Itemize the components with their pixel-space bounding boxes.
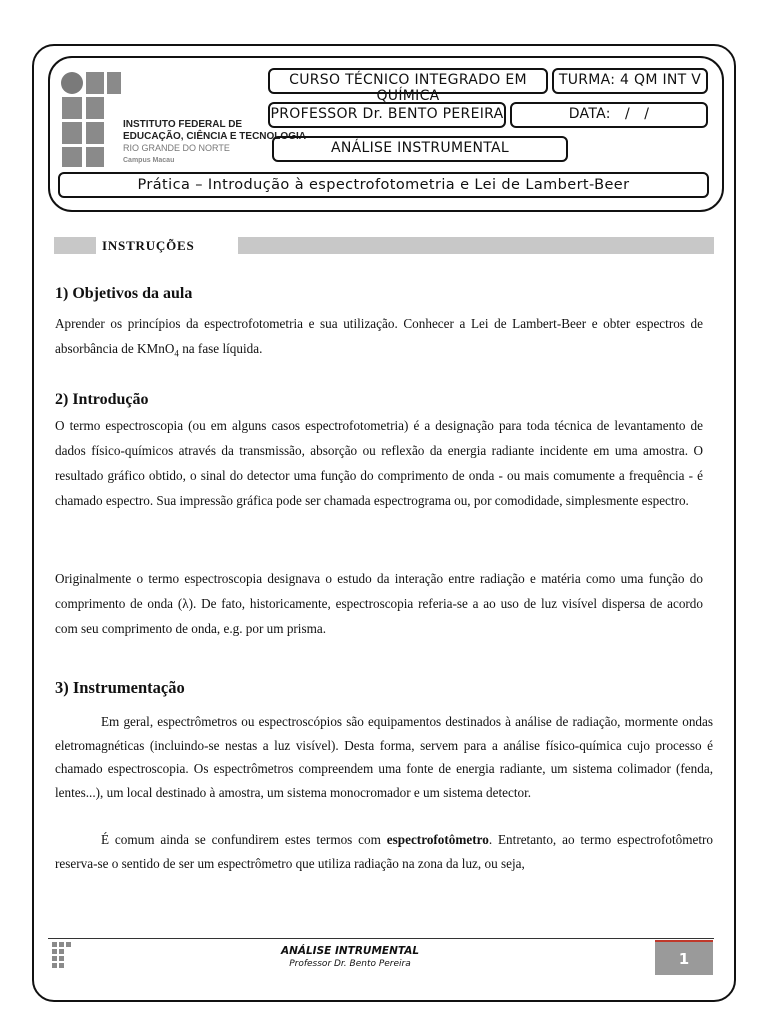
class-box: TURMA: 4 QM INT V	[552, 68, 708, 94]
date-label: DATA: / /	[568, 106, 650, 122]
section-2-paragraph-2: Originalmente o termo espectroscopia designava o estudo da interação entre radiação e matéria como uma função do comprimento de onda (λ). De fato, historicamente, espectroscopia referia-se a ao uso de luz visível dispersa de acordo com seu comprimento de onda, e.g. por um prisma.	[55, 571, 703, 636]
section-2-paragraph-1: O termo espectroscopia (ou em alguns casos espectrofotometria) é a designação para toda técnica de levantamento de dados físico-químicos através da transmissão, absorção ou reflexão da energia radiante incidente em uma amostra. O resultado gráfico obtido, o sinal do detector uma função do comprimento de onda - ou mais comumente a frequência - é chamado espectro. Sua impressão gráfica pode ser chamada espectrograma ou, por comodidade, simplesmente espectro.	[55, 418, 703, 508]
section-1-text: Aprender os princípios da espectrofotometria e sua utilização. Conhecer a Lei de Lambert-Beer e obter espectros de absorbância de KMnO$_4$ na fase líquida.	[55, 316, 703, 359]
course-box: CURSO TÉCNICO INTEGRADO EM QUÍMICA	[268, 68, 548, 94]
section-3-paragraph-2: É comum ainda se confundirem estes termos com espectrofotômetro. Entretanto, ao termo espectrofotômetro reserva-se o sentido de ser um espectrômetro que utiliza radiação na zona da luz, ou seja,	[55, 832, 713, 871]
section-3-title: 3) Instrumentação	[55, 678, 185, 697]
institution-logo	[60, 70, 306, 170]
section-1-title: 1) Objetivos da aula	[55, 285, 193, 302]
subject-box: ANÁLISE INSTRUMENTAL	[272, 136, 568, 162]
term-espectrofotometro: espectrofotômetro	[386, 832, 489, 847]
logo-line-3: RIO GRANDE DO NORTE	[123, 143, 230, 153]
page-number: 1	[655, 940, 713, 975]
practice-title: Prática – Introdução à espectrofotometria e Lei de Lambert-Beer	[58, 172, 709, 198]
professor-box: PROFESSOR Dr. BENTO PEREIRA	[268, 102, 506, 128]
section-2-title: 2) Introdução	[55, 391, 149, 408]
footer-subtitle: Professor Dr. Bento Pereira	[289, 959, 411, 969]
instructions-bar-left	[54, 237, 96, 254]
instructions-bar-right	[238, 237, 714, 254]
instructions-label: INSTRUÇÕES	[102, 238, 195, 253]
section-3-paragraph-1: Em geral, espectrômetros ou espectroscópios são equipamentos destinados à análise de radiação, mormente ondas eletromagnéticas (incluindo-se nestas a luz visível). Desta forma, servem para a análise físico-química cujo processo é chamado espectroscopia. Os espectrômetros compreendem uma fonte de energia radiante, um sistema colimador (fenda, lentes...), um local destinado à amostra, um sistema monocromador e um sistema detector.	[55, 714, 713, 800]
footer-divider	[48, 938, 714, 939]
footer-title: ANÁLISE INTRUMENTAL	[280, 945, 420, 957]
date-box	[510, 102, 708, 128]
logo-line-4: Campus Macau	[123, 157, 175, 164]
logo-line-2: EDUCAÇÃO, CIÊNCIA E TECNOLOGIA	[123, 131, 306, 142]
logo-line-1: INSTITUTO FEDERAL DE	[123, 119, 243, 130]
footer-logo	[52, 942, 72, 970]
